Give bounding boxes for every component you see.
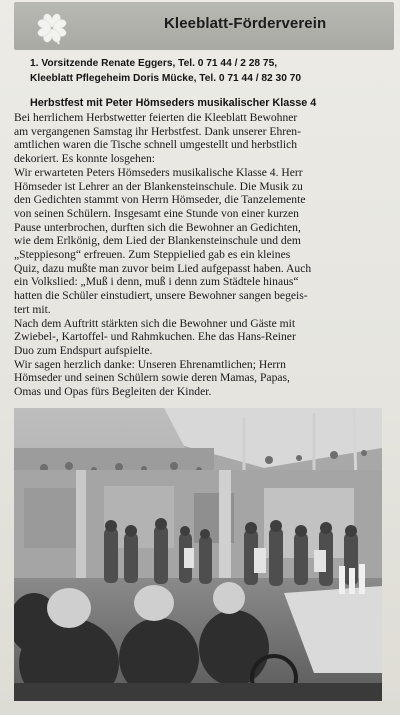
article-line: Quiz, dazu mußte man zuvor beim Lied aufgepasst haben. Auch xyxy=(14,261,312,275)
article-line: ein Volkslied: „Muß i denn, muß i denn zum Städtele hinaus“ xyxy=(14,275,299,289)
article-line: wie dem Erlkönig, dem Lied der Blankensteinschule und dem xyxy=(14,234,301,248)
article-line: dekoriert. Es konnte losgehen: xyxy=(14,152,156,166)
article-line: Hömseder und seinen Schülern sowie deren Mamas, Papas, xyxy=(14,371,290,385)
contact-line-care-home: Kleeblatt Pflegeheim Doris Mücke, Tel. 0 71 44 / 82 30 70 xyxy=(30,73,302,84)
article-line: Bei herrlichem Herbstwetter feierten die Kleeblatt Bewohner xyxy=(14,111,298,124)
article-line: Pause unterbrochen, durften sich die Bewohner an Gedichten, xyxy=(14,220,301,234)
contact-line-chair: 1. Vorsitzende Renate Eggers, Tel. 0 71 44 / 2 28 75, xyxy=(30,58,278,69)
article-line: Nach dem Auftritt stärkten sich die Bewohner und Gäste mit xyxy=(14,316,296,330)
event-photo-image xyxy=(14,408,382,701)
article-line: „Steppiesong“ erfreuen. Zum Steppielied gab es ein kleines xyxy=(14,248,291,262)
four-leaf-clover-icon xyxy=(32,8,72,48)
article-body xyxy=(14,111,394,399)
event-photo xyxy=(14,408,382,701)
article-line: Hömseder ist Lehrer an der Blankensteinschule. Die Musik zu xyxy=(14,179,303,193)
article-line: den Gedichten stammt von Herrn Hömseder, die Tanzelemente xyxy=(14,193,306,207)
article-line: Duo zum Endspurt aufspielte. xyxy=(14,343,153,357)
banner-title: Kleeblatt-Förderverein xyxy=(164,15,327,32)
article-line: Wir erwarteten Peters Hömseders musikalische Klasse 4. Herr xyxy=(14,165,303,179)
article-headline: Herbstfest mit Peter Hömseders musikalischer Klasse 4 xyxy=(30,97,317,109)
header-banner xyxy=(14,2,394,50)
article-line: Wir sagen herzlich danke: Unseren Ehrenamtlichen; Herrn xyxy=(14,357,286,371)
contact-block xyxy=(30,56,392,86)
article-line: tert mit. xyxy=(14,302,51,316)
article-line: Omas und Opas fürs Begleiten der Kinder. xyxy=(14,385,212,399)
article-line: am vergangenen Samstag ihr Herbstfest. Dank unserer Ehren- xyxy=(14,124,301,138)
page-bottom-edge xyxy=(0,701,400,715)
article-line: amtlichen waren die Tische schnell umgestellt und herbstlich xyxy=(14,138,298,152)
article-line: von seinen Schülern. Insgesamt eine Stunde von einer kurzen xyxy=(14,206,299,220)
article-line: Zwiebel-, Kartoffel- und Rahmkuchen. Ehe das Hans-Reiner xyxy=(14,330,296,344)
article-line: hatten die Schüler einstudiert, unsere Bewohner sangen begeis- xyxy=(14,289,308,303)
